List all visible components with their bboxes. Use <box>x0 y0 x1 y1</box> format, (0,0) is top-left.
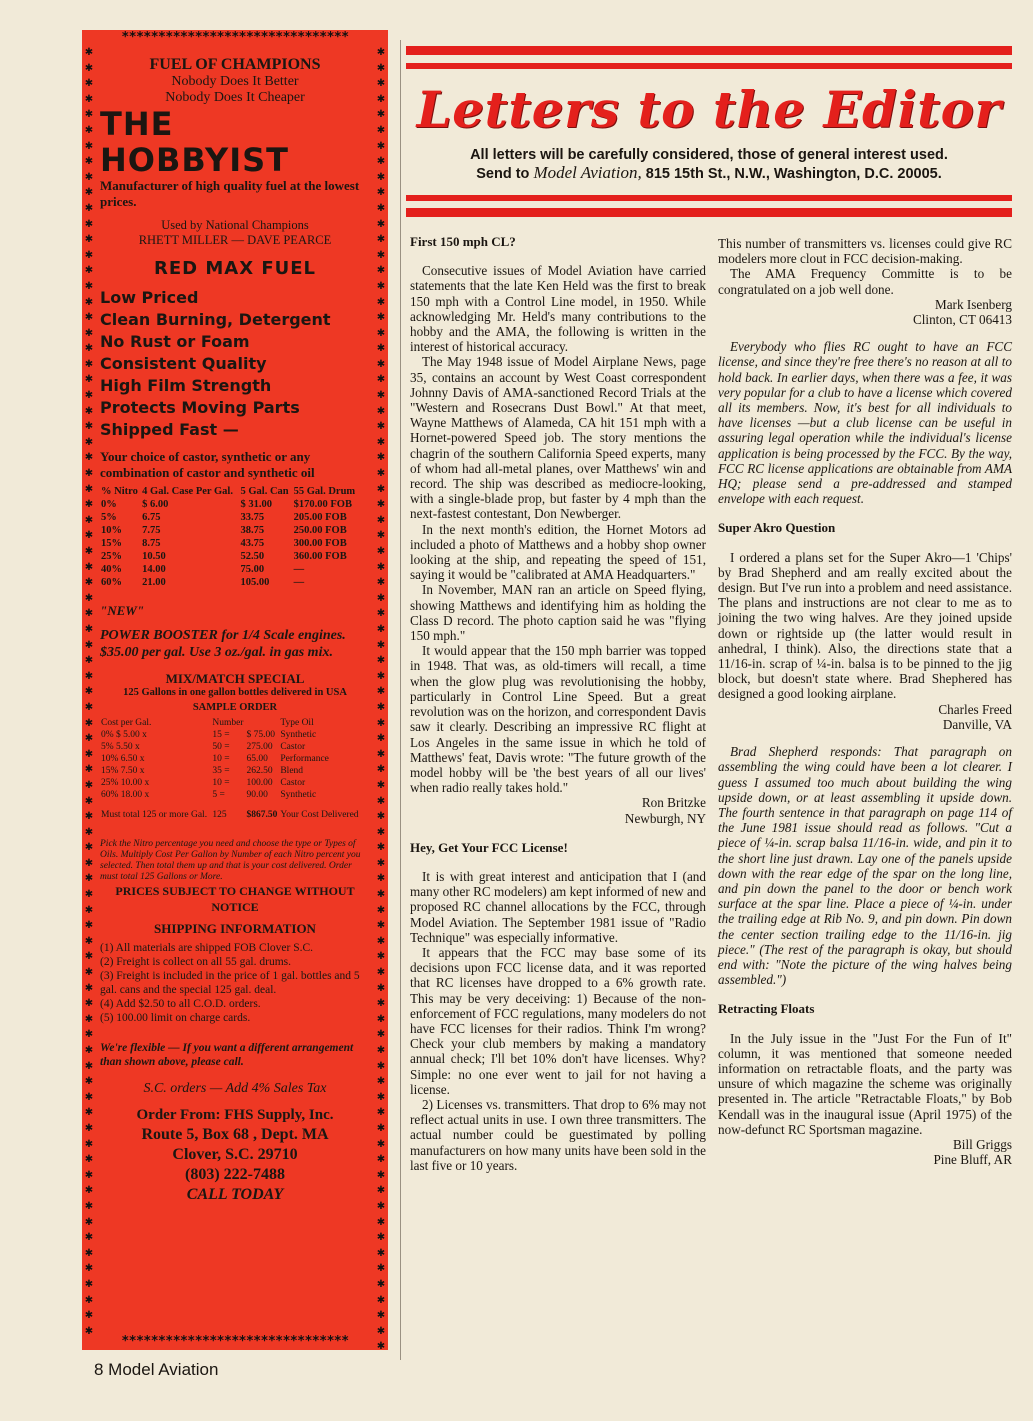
price-row <box>100 524 360 537</box>
sample-row <box>100 741 362 753</box>
price-cell: 105.00 <box>240 577 270 588</box>
shipping-item: (3) Freight is included in the price of 1 gal. bottles and 5 gal. cans and the special 125 gal. deal. <box>100 970 360 996</box>
ad-mix-subtitle: 125 Gallons in one gallon bottles delivered in USA <box>123 687 347 698</box>
letters-column-1 <box>410 234 706 1173</box>
ad-feature: High Film Strength <box>100 376 272 395</box>
shipping-item: (5) 100.00 limit on charge cards. <box>100 1012 251 1024</box>
price-cell: 60% <box>101 577 122 588</box>
price-cell: 360.00 FOB <box>293 551 347 562</box>
ad-sales-tax: S.C. orders — Add 4% Sales Tax <box>143 1081 327 1096</box>
ad-flexible: We're flexible — If you want a different arrangement than shown above, please call. <box>100 1042 354 1068</box>
letter-paragraph: Consecutive issues of Model Aviation have carried statements that the late Ken Held was the first to break 150 mph with a Control Line model, in 1950. While acknowledging Mr. Held's many contributions to the hobby and the AMA, the following is written in the interest of historical accuracy. <box>410 263 706 355</box>
letter-paragraph: In the July issue in the "Just For the Fun of It" column, it was mentioned that someone needed information on retractable floats, and the party was unsure of which magazine the scheme was originally presented in. The article "Retractable Floats," by Bob Kendall was in the inaugural issue (April 1975) of the now-defunct RC Sportsman magazine. <box>718 1030 1012 1137</box>
ad-star-border-top: ******************************* <box>121 30 349 45</box>
price-table-header <box>100 485 360 498</box>
price-cell: 7.75 <box>142 525 161 536</box>
sample-total-cell: 125 <box>212 810 227 820</box>
send-to-label: Send to <box>476 166 530 182</box>
price-cell: 250.00 FOB <box>293 525 347 536</box>
sample-cell: Performance <box>280 754 329 764</box>
letter-heading: Retracting Floats <box>718 1001 815 1017</box>
ad-shipping-list <box>100 941 370 1025</box>
sample-header-cell: Number <box>212 718 244 728</box>
sample-cell: 25% 10.00 x <box>101 778 150 788</box>
sample-cell: 10% 6.50 x <box>101 754 145 764</box>
magazine-name: Model Aviation, <box>533 163 642 182</box>
letter-signature-place: Pine Bluff, AR <box>933 1152 1012 1168</box>
sample-cell: 100.00 <box>246 778 273 788</box>
ad-manufacturer: Manufacturer of high quality fuel at the lowest prices. <box>100 178 360 209</box>
price-cell: 15% <box>101 538 122 549</box>
ad-star-border-left: ✱✱✱✱✱✱✱✱✱✱✱✱✱✱✱✱✱✱✱✱✱✱✱✱✱✱✱✱✱✱✱✱✱✱✱✱✱✱✱✱✱✱✱✱✱✱✱✱✱✱✱✱✱✱✱✱✱✱✱✱✱✱✱✱✱✱✱✱✱✱✱✱✱✱✱✱✱✱✱✱✱✱✱ <box>85 44 93 1338</box>
sample-row <box>100 765 362 777</box>
sample-cell: 262.50 <box>246 766 273 776</box>
ad-feature: No Rust or Foam <box>100 332 250 351</box>
letter-heading: Super Akro Question <box>718 520 836 536</box>
ad-new-label: "NEW" <box>100 603 145 618</box>
price-cell: — <box>293 577 305 588</box>
ad-oil-choice: Your choice of castor, synthetic or any combination of castor and synthetic oil <box>100 449 315 480</box>
letters-column-2 <box>718 236 1012 1167</box>
letter-signature-name: Charles Freed <box>938 701 1012 717</box>
header-rule-top-2 <box>406 63 1012 69</box>
price-cell: $170.00 FOB <box>293 499 352 510</box>
letter-paragraph: The AMA Frequency Committe is to be congratulated on a job well done. <box>718 266 1012 297</box>
price-row <box>100 550 360 563</box>
sample-order-table <box>100 717 362 831</box>
price-cell: 205.00 FOB <box>293 512 347 523</box>
letter-heading: First 150 mph CL? <box>410 234 516 249</box>
column-divider <box>400 40 401 1360</box>
ad-order-from: Order From: FHS Supply, Inc. <box>136 1107 334 1123</box>
letter-paragraph: The May 1948 issue of Model Airplane News, page 35, contains an account by West Coast correspondent Johnny Davis of AMA-sanctioned Record Trials at the "Western and Rosecrans Dust Bowl." At that meet, Wayne Matthews of Alameda, CA hit 151 mph with a Hornet-powered Speed job. The story mentions the chagrin of the southern California Speed experts, many of whom had all-metal planes, over Matthews' win and record. The ship was described as mediocre-looking, with a single-blade prop, but faster by 4 mph than the next-fastest contestant, Don Newberger. <box>410 354 706 522</box>
price-header: % Nitro <box>101 486 138 497</box>
sample-total-cell: $867.50 <box>246 810 278 820</box>
ad-sample-title: SAMPLE ORDER <box>192 702 278 713</box>
price-cell: 33.75 <box>240 512 265 523</box>
letter-paragraph: In November, MAN ran an article on Speed flying, showing Matthews and identifying him as holding the Class D record. The photo caption said he was "flying 150 mph." <box>410 582 706 644</box>
sample-cell: 5% 5.50 x <box>101 742 140 752</box>
price-cell: 0% <box>101 499 117 510</box>
ad-feature-list <box>100 287 370 441</box>
letter-paragraph: In the next month's edition, the Hornet Motors ad included a photo of Matthews and a hobby shop owner looking at the ship, and repeating the speed of 151, saying it would be "calibrated at AMA Headquarters." <box>410 521 706 583</box>
sample-cell: 90.00 <box>246 790 268 800</box>
sample-header-cell <box>245 717 279 729</box>
sample-cell: Synthetic <box>280 730 317 740</box>
price-cell: 38.75 <box>240 525 265 536</box>
price-row <box>100 498 360 511</box>
header-rule-bottom <box>406 195 1012 201</box>
sample-row <box>100 789 362 801</box>
sample-cell: 0% $ 5.00 x <box>101 730 147 740</box>
price-header: 55 Gal. Drum <box>293 486 356 497</box>
price-cell: $ 6.00 <box>142 499 169 510</box>
price-cell: 5% <box>101 512 117 523</box>
ad-call-today: CALL TODAY <box>186 1186 284 1203</box>
price-cell: 75.00 <box>240 564 265 575</box>
page-folio: 8 Model Aviation <box>94 1360 219 1379</box>
sample-cell: 15% 7.50 x <box>101 766 145 776</box>
ad-feature: Protects Moving Parts <box>100 398 300 417</box>
ad-prices-notice: PRICES SUBJECT TO CHANGE WITHOUT NOTICE <box>115 884 355 914</box>
sample-total-cell: Your Cost Delivered <box>280 810 359 820</box>
ad-address-2: Clover, S.C. 29710 <box>172 1146 298 1163</box>
sample-row <box>100 729 362 741</box>
submission-line-1: All letters will be carefully considered, those of general interest used. <box>470 147 948 163</box>
sample-cell: 60% 18.00 x <box>101 790 150 800</box>
price-row <box>100 563 360 576</box>
sample-cell: $ 75.00 <box>246 730 275 740</box>
ad-address-1: Route 5, Box 68 , Dept. MA <box>141 1126 329 1143</box>
price-cell: $ 31.00 <box>240 499 272 510</box>
letter-paragraph: This number of transmitters vs. licenses could give RC modelers more clout in FCC decision-making. <box>718 236 1012 267</box>
price-row <box>100 511 360 524</box>
price-row <box>100 537 360 550</box>
editor-reply: Everybody who flies RC ought to have an FCC license, and since they're free there's no reason at all to hold back. In earlier days, when there was a fee, it was very popular for a club to have a license which covered all its members. Now, it's best for all individuals to have licenses —but a club license can be useful in assuring legal operation while the individual's license application is being processed by the FCC. By the way, FCC RC license applications are obtainable from AMA HQ; please send a pre-addressed and stamped envelope with each request. <box>718 339 1012 507</box>
sample-header <box>100 717 362 729</box>
ad-tagline-1: Nobody Does It Better <box>171 74 299 89</box>
letter-paragraph: I ordered a plans set for the Super Akro—1 'Chips' by Brad Shepherd and am really excited about the design. But I've run into a problem and need assistance. The plans and instructions are not clear to me as to joining the two wing halves. Are they joined upside down or rightside up (the latter would result in anhedral, I think). Also, the directions state that a 11/16-in. scrap of ¼-in. balsa is to be pinned to the jig block, but doesn't state where. Brad Shephered has designed a good looking airplane. <box>718 549 1012 702</box>
letter-heading: Hey, Get Your FCC License! <box>410 839 568 855</box>
price-cell: 10.50 <box>142 551 166 562</box>
price-cell: 14.00 <box>142 564 166 575</box>
letter-paragraph: It appears that the FCC may base some of its decisions upon FCC license data, and it was reported that RC licenses have dropped to a 6% growth rate. This may be very deceiving: 1) Because of the non-enforcement of FCC regulations, many modelers do not have FCC licenses for their radios. Think I'm wrong? Check your club members by making a mandatory annual check; I'll bet 10% don't have licenses. Why? Simple: no one ever went to jail for not having a license. <box>410 944 706 1097</box>
letter-signature-place: Clinton, CT 06413 <box>912 312 1012 328</box>
ad-brand-the: THE <box>100 105 174 143</box>
submission-info <box>406 146 1012 183</box>
sample-cell: 275.00 <box>246 742 273 752</box>
price-cell: 300.00 FOB <box>293 538 347 549</box>
ad-tagline-2: Nobody Does It Cheaper <box>165 90 305 105</box>
sample-cell: Castor <box>280 778 306 788</box>
sample-cell: 50 = <box>212 742 230 752</box>
ad-feature: Clean Burning, Detergent <box>100 310 331 329</box>
shipping-item: (1) All materials are shipped FOB Clover S.C. <box>100 942 314 954</box>
price-cell: 43.75 <box>240 538 265 549</box>
ad-feature: Consistent Quality <box>100 354 267 373</box>
ad-used-by: Used by National Champions <box>161 218 309 232</box>
sample-header-cell: Type Oil <box>280 718 314 728</box>
sample-cell: Synthetic <box>280 790 317 800</box>
shipping-item: (4) Add $2.50 to all C.O.D. orders. <box>100 998 261 1010</box>
sample-cell: 5 = <box>212 790 225 800</box>
letter-paragraph: It would appear that the 150 mph barrier was topped in 1948. That was, as old-timers will recall, a time when the glow plug was revolutionising the hobby, particularly in Control Line Speed. But a great revolution was on the horizon, and correspondent Davis saw it clearly. Describing an impressive RC flight at Los Angeles in the same issue in which he told of Matthews' feat, Davis wrote: "The future growth of the model hobby will be 'the best years of all our lives' when radio really takes hold." <box>410 643 706 796</box>
price-row <box>100 576 360 589</box>
header-rule-top <box>406 46 1012 55</box>
letter-signature-place: Danville, VA <box>942 716 1012 732</box>
ad-brand-hobbyist: HOBBYIST <box>100 141 289 179</box>
price-header: 4 Gal. Case Per Gal. <box>142 486 233 497</box>
ad-feature: Low Priced <box>100 288 199 307</box>
sample-cell: 10 = <box>212 778 230 788</box>
sample-total-cell: Must total 125 or more Gal. <box>101 810 208 820</box>
sample-row <box>100 777 362 789</box>
sample-row <box>100 753 362 765</box>
ad-feature: Shipped Fast — <box>100 420 239 439</box>
price-cell: 21.00 <box>142 577 166 588</box>
page-title: Letters to the Editor <box>416 80 1002 139</box>
ad-champions: RHETT MILLER — DAVE PEARCE <box>138 233 332 247</box>
editor-reply: Brad Shepherd responds: That paragraph on assembling the wing could have been a lot clearer. I guess I assumed too much about building the wing upside down, or at least assembling it upside down. The fourth sentence in that paragraph on page 114 of the June 1981 issue should read as follows. "Cut a piece of ¼-in. scrap balsa 11/16-in. wide, and pin it to the short line just drawn. Lay one of the panels upside down with the rear edge of the spar on the long line, and pin down the panel to the door or bench work surface at the spar line. Place a piece of ¼-in. under the trailing edge at Rib No. 9, and pin down. Pin down the center section trailing edge to the 11/16-in. jig piece." (The rest of the paragraph is okay, but should end with: "Note the picture of the wing halves being assembled.") <box>718 744 1012 988</box>
letter-paragraph: It is with great interest and anticipation that I (and many other RC modelers) am kept informed of new and proposed RC channel allocations by the FCC, through Model Aviation. The September 1981 issue of "Radio Technique" was especially informative. <box>410 868 706 945</box>
letter-signature-name: Ron Britzke <box>641 795 706 811</box>
price-cell: 8.75 <box>142 538 161 549</box>
ad-star-border-right: ✱✱✱✱✱✱✱✱✱✱✱✱✱✱✱✱✱✱✱✱✱✱✱✱✱✱✱✱✱✱✱✱✱✱✱✱✱✱✱✱✱✱✱✱✱✱✱✱✱✱✱✱✱✱✱✱✱✱✱✱✱✱✱✱✱✱✱✱✱✱✱✱✱✱✱✱✱✱✱✱✱✱✱✱ <box>377 44 385 1354</box>
ad-product-name: RED MAX FUEL <box>153 258 317 279</box>
ad-instructions: Pick the Nitro percentage you need and choose the type or Types of Oils. Multiply Cost Per Gallon by Number of each Nitro percent you selected. Then total them up and that is your cost delivered. Order must total 125 Gallons or More. <box>100 839 361 882</box>
letter-signature-name: Bill Griggs <box>953 1136 1012 1152</box>
price-cell: 10% <box>101 525 122 536</box>
price-header: 5 Gal. Can <box>240 486 289 497</box>
ad-mix-title: MIX/MATCH SPECIAL <box>165 671 305 686</box>
ad-headline: FUEL OF CHAMPIONS <box>149 56 321 73</box>
ad-phone: (803) 222-7488 <box>185 1166 285 1183</box>
sample-cell: 35 = <box>212 766 230 776</box>
ad-star-border-bottom: ******************************* <box>121 1334 349 1349</box>
price-cell: 25% <box>101 551 122 562</box>
price-cell: 40% <box>101 564 122 575</box>
sample-cell: 65.00 <box>246 754 268 764</box>
submission-line-2 <box>406 164 1012 183</box>
sample-header-cell: Cost per Gal. <box>101 718 152 728</box>
sample-cell: 10 = <box>212 754 230 764</box>
letter-signature-name: Mark Isenberg <box>934 296 1012 312</box>
sample-total-row <box>100 801 362 831</box>
sample-cell: 15 = <box>212 730 230 740</box>
editorial-address: 815 15th St., N.W., Washington, D.C. 20005. <box>645 166 942 182</box>
price-table <box>100 485 360 589</box>
price-cell: 6.75 <box>142 512 161 523</box>
price-cell: — <box>293 564 305 575</box>
ad-shipping-title: SHIPPING INFORMATION <box>154 921 316 936</box>
letter-signature-place: Newburgh, NY <box>624 810 706 826</box>
price-cell: 52.50 <box>240 551 265 562</box>
shipping-item: (2) Freight is collect on all 55 gal. drums. <box>100 956 291 968</box>
sample-cell: Blend <box>280 766 304 776</box>
sample-cell: Castor <box>280 742 306 752</box>
ad-content <box>100 50 370 1205</box>
ad-power-booster: POWER BOOSTER for 1/4 Scale engines. $35.00 per gal. Use 3 oz./gal. in gas mix. <box>100 628 346 660</box>
letter-paragraph: 2) Licenses vs. transmitters. That drop to 6% may not reflect actual units in use. I own three transmitters. The actual number could be guestimated by polling manufacturers on how many units have been sold in the last five or 10 years. <box>410 1096 706 1173</box>
header-rule-bottom-2 <box>406 208 1012 217</box>
